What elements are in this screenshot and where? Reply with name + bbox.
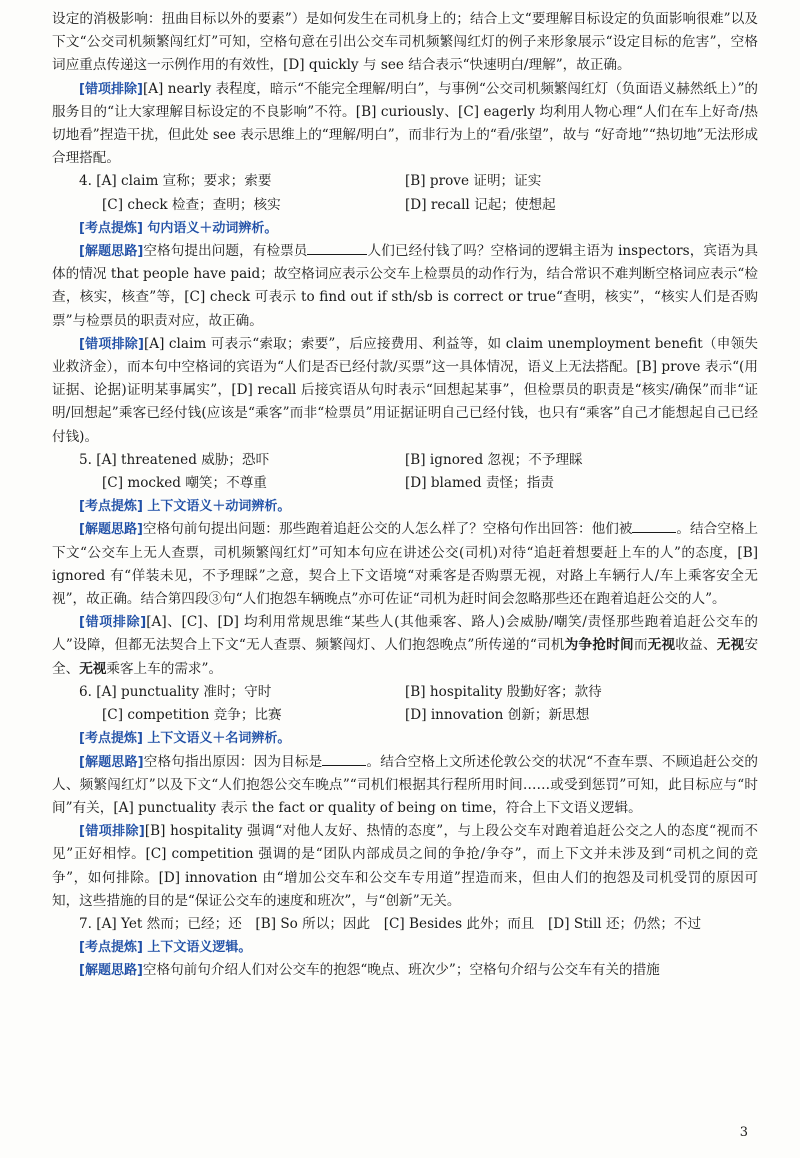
q5-solution: [解题思路]空格句前句提出问题：那些跑着追赶公交的人怎么样了？空格句作出回答：他们被 。结合空格上下文“公交车上无人查票，司机频繁闯红灯”可知本句应在讲述公交(司机)对待“追赶着想要赶上车的人”的态度，[B] ignored 有“佯装未见，不予理睬”之意，契合上下文语境“对乘客是否购票无视，对路上车辆行人/车上乘客安全无视”，故正确。结合第四段③句“人们抱怨车辆晚点”亦可佐证“司机为赶时间会忽略那些还在跑着追赶公交的人”。 <box>52 521 759 608</box>
answer-blank <box>632 520 676 533</box>
q5-kaodian: [考点提炼] 上下文语义＋动词辨析。 <box>79 499 291 515</box>
q5-option-d: [D] blamed 责怪；指责 <box>405 475 554 492</box>
error-text: [A] nearly 表程度，暗示“不能完全理解/明白”，与事例“公交司机频繁闯红灯（负面语义赫然纸上）”的服务目的“让大家理解目标设定的不良影响”不符。[B] curiously、[C] eagerly 均利用人物心理“人们在车上好奇/热切地看”捏造干扰，但此处 see 表示思维上的“理解/明白”，而非行为上的“看/张望”，故与 “好奇地”“热切地”无法形成合理搭配。 <box>52 80 758 167</box>
intro-paragraph: 设定的消极影响：扭曲目标以外的要素”）是如何发生在司机身上的；结合上文“要理解目标设定的负面影响很难”以及下文“公交司机频繁闯红灯”可知，空格句意在引出公交车司机频繁闯红灯的例子来形象展示“设定目标的危害”，空格词应重点传递这一示例作用的有效性，[D] quickly 与 see 结合表示“快速明白/理解”，故正确。 <box>52 11 758 74</box>
q4-kaodian: [考点提炼] 句内语义＋动词辨析。 <box>79 220 278 236</box>
solution-tag: [解题思路] <box>79 522 143 538</box>
q7-kaodian: [考点提炼] 上下文语义逻辑。 <box>79 940 252 956</box>
q4-error: [错项排除][A] claim 可表示“索取；索要”，后应接费用、利益等，如 claim unemployment benefit（申领失业救济金），而本句中空格词的宾语为“人们是否已经付款/买票”这一具体情况，语义上无法搭配。[B] prove 表示“(用证据、论据)证明某事属实”，[D] recall 后接宾语从句时表示“回想起某事”，但检票员的职责是“核实/确保”而非“证明/回想起”乘客已经付钱(应该是“乘客”而非“检票员”用证据证明自己已经付钱，也只有“乘客”自己才能想起自己已经付钱)。 <box>52 335 758 445</box>
error-tag: [错项排除] <box>79 336 144 352</box>
q7-options: 7. [A] Yet 然而；已经；还 [B] So 所以；因此 [C] Besides 此外；而且 [D] Still 还；仍然；不过 <box>79 915 702 932</box>
q6-option-d: [D] innovation 创新；新思想 <box>405 707 590 724</box>
q5-option-c: [C] mocked 嘲笑；不尊重 <box>102 475 267 492</box>
q6-solution: [解题思路]空格句指出原因：因为目标是 。结合空格上文所述伦敦公交的状况“不查车票、不顾追赶公交的人、频繁闯红灯”以及下文“人们抱怨公交车晚点”“司机们根据其行程所用时间……或受到惩罚”可知，此目标应与“时间”有关，[A] punctuality 表示 the fact or quality of being on time，符合上下文语义逻辑。 <box>52 753 759 816</box>
q6-option-b: [B] hospitality 殷勤好客；款待 <box>405 683 602 700</box>
q4-option-b: [B] prove 证明；证实 <box>405 173 542 190</box>
page-number: 3 <box>739 1125 748 1140</box>
q4-option-d: [D] recall 记起；使想起 <box>405 196 556 213</box>
q6-option-c: [C] competition 竞争；比赛 <box>102 707 282 724</box>
error-tag: [错项排除] <box>79 81 143 97</box>
q5-option-a: 5. [A] threatened 威胁；恐吓 <box>79 451 270 468</box>
q4-solution: [解题思路]空格句提出问题，有检票员 人们已经付钱了吗？空格词的逻辑主语为 inspectors，宾语为具体的情况 that people have paid；故空格词应表示公交车上检票员的动作行为，结合常识不难判断空格词应表示“检查，核实，核查”等，[C] check 可表示 to find out if sth/sb is correct or true“查明，核实”，“核实人们是否购票”与检票员的职责对应，故正确。 <box>52 243 759 329</box>
q6-error: [错项排除][B] hospitality 强调“对他人友好、热情的态度”，与上段公交车对跑着追赶公交之人的态度“视而不见”正好相悖。[C] competition 强调的是“团队内部成员之间的争抢/争夺”，而上下文并未涉及到“司机之间的竞争”，如何排除。[D] innovation 由“增加公交车和公交车专用道”捏造而来，但由人们的抱怨及司机受罚的原因可知，这些措施的目的是“保证公交车的速度和班次”，与“创新”无关。 <box>52 823 758 909</box>
q4-option-a: 4. [A] claim 宣称；要求；索要 <box>79 173 272 190</box>
q5-option-b: [B] ignored 忽视；不予理睬 <box>405 451 583 468</box>
q6-option-a: 6. [A] punctuality 准时；守时 <box>79 683 272 700</box>
q6-options <box>52 681 758 727</box>
answer-blank <box>322 753 366 766</box>
q4-option-c: [C] check 检查；查明；核实 <box>102 196 281 213</box>
q7-solution: [解题思路]空格句前句介绍人们对公交车的抱怨“晚点、班次少”；空格句介绍与公交车有关的措施 <box>79 962 660 979</box>
solution-tag: [解题思路] <box>79 963 143 979</box>
answer-blank <box>307 242 367 255</box>
solution-tag: [解题思路] <box>79 754 144 770</box>
intro-error-paragraph <box>52 78 758 171</box>
page-content <box>52 8 758 983</box>
error-tag: [错项排除] <box>79 615 147 631</box>
q4-options <box>52 170 758 216</box>
q5-error: [错项排除][A]、[C]、[D] 均利用常规思维“某些人(其他乘客、路人)会威胁/嘲笑/责怪那些跑着追赶公交车的人”设障，但都无法契合上下文“无人查票、频繁闯灯、人们抱怨晚点”所传递的“司机为争抢时间而无视收益、无视安全、无视乘客上车的需求”。 <box>52 614 759 677</box>
error-tag: [错项排除] <box>79 824 145 840</box>
q5-options <box>52 449 758 495</box>
solution-tag: [解题思路] <box>79 244 144 260</box>
q6-kaodian: [考点提炼] 上下文语义＋名词辨析。 <box>79 731 291 747</box>
